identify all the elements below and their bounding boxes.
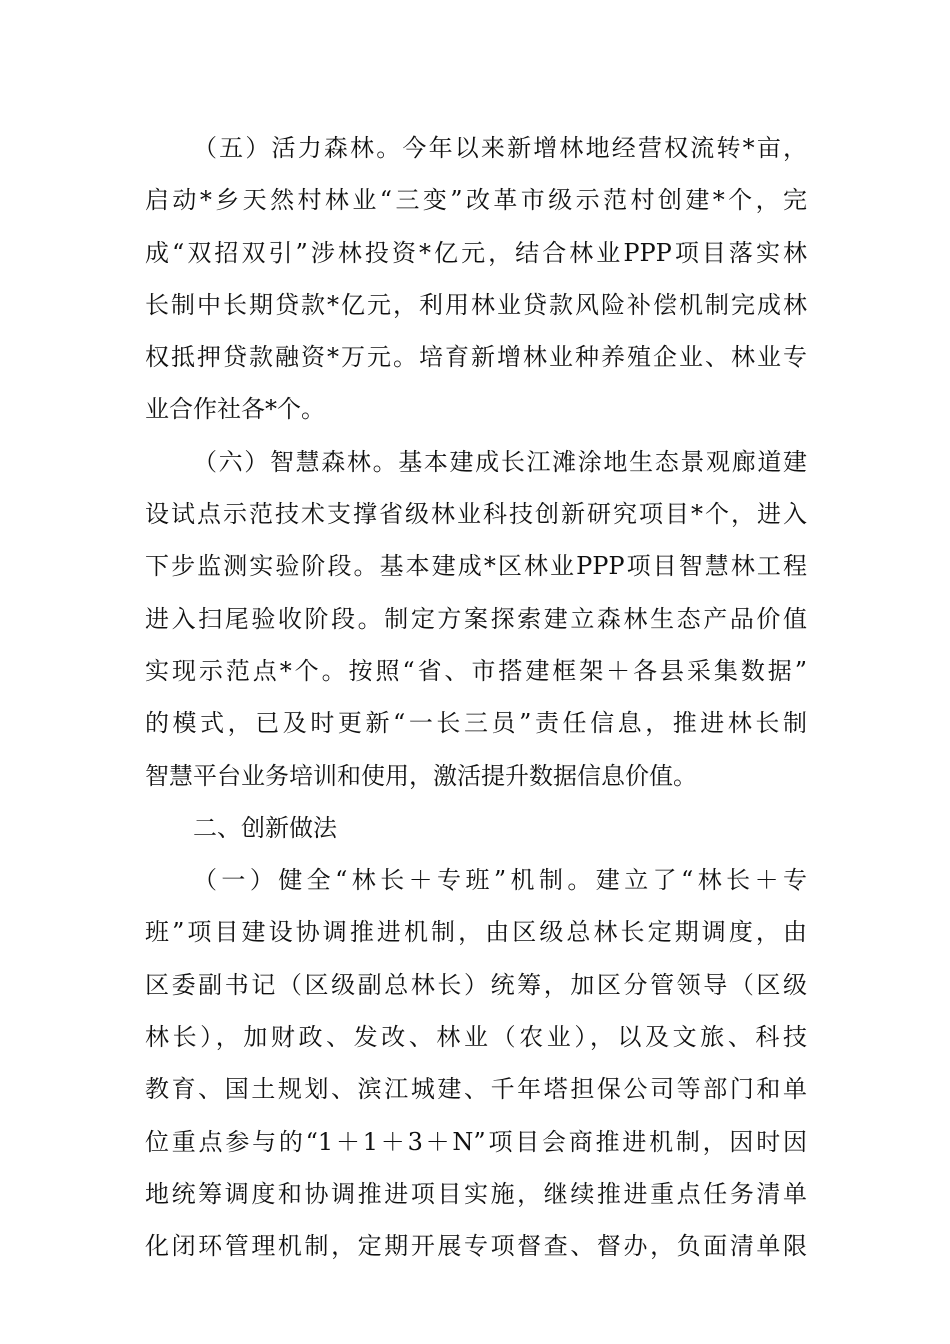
- paragraph-3-line-5: 教育、国土规划、滨江城建、千年塔担保公司等部门和单: [145, 1075, 807, 1104]
- paragraph-2-line-6: 的模式，已及时更新“一长三员”责任信息，推进林长制: [145, 709, 807, 738]
- paragraph-2-line-5: 实现示范点*个。按照“省、市搭建框架＋各县采集数据”: [145, 656, 807, 685]
- paragraph-2-line-2: 设试点示范技术支撑省级林业科技创新研究项目*个，进入: [145, 500, 807, 529]
- paragraph-3-line-8: 化闭环管理机制，定期开展专项督查、督办，负面清单限: [145, 1232, 807, 1261]
- section-heading: 二、创新做法: [193, 813, 337, 842]
- paragraph-3-line-1: （一）健全“林长＋专班”机制。建立了“林长＋专: [193, 866, 807, 895]
- paragraph-3-line-6: 位重点参与的“1＋1＋3＋N”项目会商推进机制，因时因: [145, 1127, 807, 1156]
- document-body: [145, 122, 807, 1273]
- paragraph-2-line-3: 下步监测实验阶段。基本建成*区林业PPP项目智慧林工程: [145, 552, 807, 581]
- paragraph-3-line-4: 林长），加财政、发改、林业（农业），以及文旅、科技: [145, 1023, 807, 1052]
- paragraph-1-line-6: 业合作社各*个。: [145, 395, 325, 424]
- paragraph-3-line-2: 班”项目建设协调推进机制，由区级总林长定期调度，由: [145, 918, 807, 947]
- paragraph-1-line-1: （五）活力森林。今年以来新增林地经营权流转*亩，: [193, 134, 807, 162]
- paragraph-1-line-3: 成“双招双引”涉林投资*亿元，结合林业PPP项目落实林: [145, 238, 807, 267]
- paragraph-2-line-7: 智慧平台业务培训和使用，激活提升数据信息价值。: [145, 761, 697, 790]
- paragraph-3-line-7: 地统筹调度和协调推进项目实施，继续推进重点任务清单: [145, 1179, 807, 1208]
- paragraph-3-line-3: 区委副书记（区级副总林长）统筹，加区分管领导（区级: [145, 970, 807, 999]
- paragraph-1-line-4: 长制中长期贷款*亿元，利用林业贷款风险补偿机制完成林: [145, 290, 807, 319]
- paragraph-2-line-4: 进入扫尾验收阶段。制定方案探索建立森林生态产品价值: [145, 604, 807, 633]
- paragraph-2-line-1: （六）智慧森林。基本建成长江滩涂地生态景观廊道建: [193, 447, 807, 476]
- paragraph-1-line-2: 启动*乡天然村林业“三变”改革市级示范村创建*个，完: [145, 186, 807, 215]
- paragraph-1-line-5: 权抵押贷款融资*万元。培育新增林业种养殖企业、林业专: [145, 343, 807, 372]
